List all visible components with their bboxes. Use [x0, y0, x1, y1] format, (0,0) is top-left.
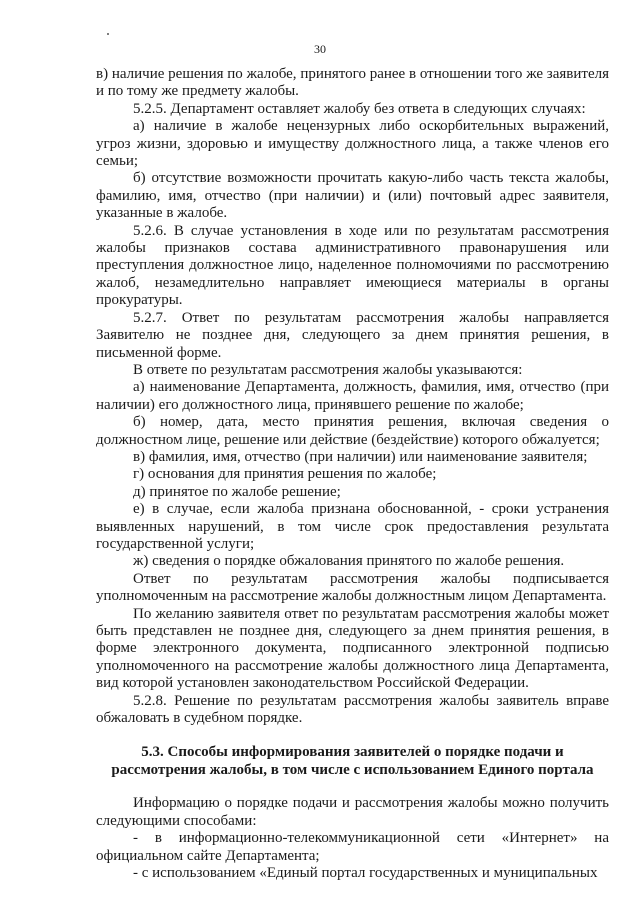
- paragraph-clause-e-deadlines: е) в случае, если жалоба признана обоснованной, - сроки устранения выявленных нарушений, в том числе срок предоставления результата государственной услуги;: [96, 501, 609, 552]
- paragraph-answer-contents-intro: В ответе по результатам рассмотрения жалобы указываются:: [133, 361, 523, 378]
- paragraph-5-2-6: 5.2.6. В случае установления в ходе или по результатам рассмотрения жалобы признаков состава административного правонарушения или преступления должностное лицо, наделенное полномочиями по рассмотрению жалоб, незамедлительно направляет имеющиеся материалы в органы прокуратуры.: [96, 222, 609, 309]
- paragraph-clause-a-department: а) наименование Департамента, должность, фамилия, имя, отчество (при наличии) его должностного лица, принявшего решение по жалобе;: [96, 379, 609, 413]
- paragraph-single-portal: - с использованием «Единый портал государственных и муниципальных: [133, 865, 598, 882]
- paragraph-clause-v-prior-decision: в) наличие решения по жалобе, принятого ранее в отношении того же заявителя и по тому же предмету жалобы.: [96, 66, 609, 100]
- paragraph-info-ways-intro: Информацию о порядке подачи и рассмотрения жалобы можно получить следующими способами:: [96, 795, 609, 829]
- paragraph-answer-signed: Ответ по результатам рассмотрения жалобы подписывается уполномоченным на рассмотрение жалобы должностным лицом Департамента.: [96, 570, 609, 605]
- section-heading-line-1: 5.3. Способы информирования заявителей о порядке подачи и: [141, 744, 564, 761]
- paragraph-5-2-8: 5.2.8. Решение по результатам рассмотрения жалобы заявитель вправе обжаловать в судебном порядке.: [96, 692, 609, 727]
- document-body: [96, 66, 609, 882]
- paragraph-clause-v-applicant: в) фамилия, имя, отчество (при наличии) или наименование заявителя;: [133, 448, 588, 465]
- paragraph-5-2-7: 5.2.7. Ответ по результатам рассмотрения жалобы направляется Заявителю не позднее дня, следующего за днем принятия решения, в письменной форме.: [96, 309, 609, 361]
- section-heading-line-2: рассмотрения жалобы, в том числе с использованием Единого портала: [111, 762, 594, 779]
- section-heading-5-3: [96, 743, 609, 779]
- paragraph-clause-b-unreadable: б) отсутствие возможности прочитать какую-либо часть текста жалобы, фамилию, имя, отчество (при наличии) и (или) почтовый адрес заявителя, указанные в жалобе.: [96, 170, 609, 222]
- paragraph-clause-g-grounds: г) основания для принятия решения по жалобе;: [133, 466, 437, 483]
- paragraph-clause-zh-appeal: ж) сведения о порядке обжалования принятого по жалобе решения.: [133, 553, 565, 570]
- scan-speck: [107, 33, 109, 35]
- paragraph-internet-site: - в информационно-телекоммуникационной сети «Интернет» на официальном сайте Департамента;: [96, 830, 609, 864]
- paragraph-clause-b-number-date: б) номер, дата, место принятия решения, включая сведения о должностном лице, решение или действие (бездействие) которого обжалуется;: [96, 414, 609, 448]
- paragraph-5-2-5: 5.2.5. Департамент оставляет жалобу без ответа в следующих случаях:: [133, 100, 586, 117]
- paragraph-electronic-answer: По желанию заявителя ответ по результатам рассмотрения жалобы может быть представлен не позднее дня, следующего за днем принятия решения, в форме электронного документа, подписанного электронной подписью уполномоченного на рассмотрение жалобы должностного лица Департамента, вид которой установлен законодательством Российской Федерации.: [96, 605, 609, 692]
- paragraph-clause-d-decision: д) принятое по жалобе решение;: [133, 483, 341, 500]
- paragraph-clause-a-obscene: а) наличие в жалобе нецензурных либо оскорбительных выражений, угроз жизни, здоровью и имуществу должностного лица, а также членов его семьи;: [96, 118, 609, 170]
- page-number: 30: [314, 42, 326, 56]
